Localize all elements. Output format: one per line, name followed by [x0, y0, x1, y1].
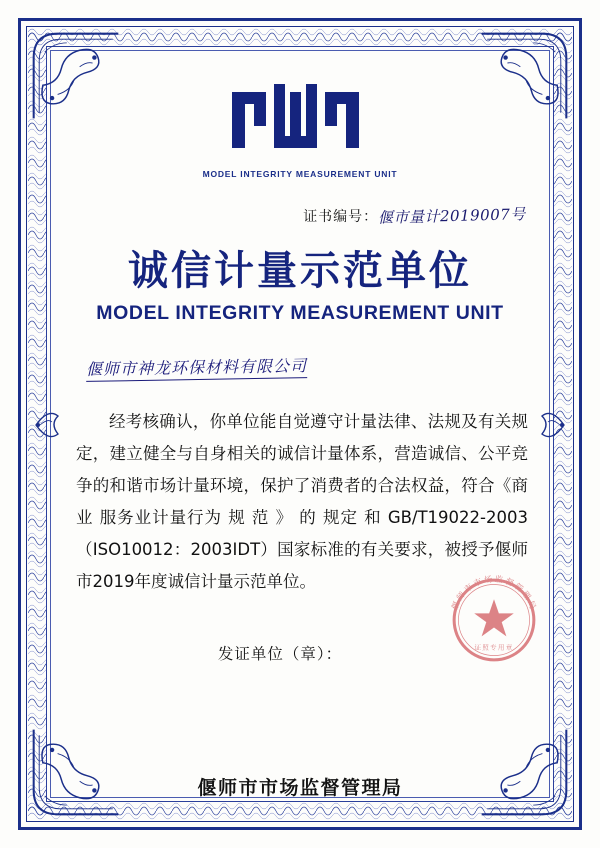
certificate-number-label: 证书编号： — [303, 209, 379, 225]
certificate-content — [60, 56, 540, 792]
issuer-label: 发证单位（章）： — [217, 645, 343, 663]
recipient-name: 偃师市神龙环保材料有限公司 — [86, 353, 307, 382]
certificate-number-value: 偃市量计2019007号 — [377, 205, 527, 227]
page-title-cn: 诚信计量示范单位 — [128, 248, 472, 294]
miu-monogram-logo-icon — [224, 78, 376, 158]
logo-subtitle: MODEL INTEGRITY MEASUREMENT UNIT — [202, 169, 398, 179]
svg-text:证照专用章: 证照专用章 — [474, 643, 514, 652]
body-paragraph: 经考核确认，你单位能自觉遵守计量法律、法规及有关规定，建立健全与自身相关的诚信计量体系，营造诚信、公平竞争的和谐市场计量环境，保护了消费者的合法权益，符合《商业 服务业计量行为 规 范 》 的 规定 和 GB/T19022-2003（ISO10012：2003IDT）国家标准的有关要求，被授予偃师市2019年度诚信计量示范单位。 — [76, 412, 528, 591]
side-ornament-icon — [32, 390, 62, 460]
page-title-en: MODEL INTEGRITY MEASUREMENT UNIT — [96, 302, 504, 324]
certificate-number — [60, 205, 540, 227]
issuing-authority: 偃师市市场监督管理局 — [197, 777, 403, 799]
side-ornament-icon — [538, 390, 568, 460]
body-text — [76, 406, 528, 598]
logo-block — [60, 56, 540, 179]
svg-text:偃师市市场监督管理局: 偃师市市场监督管理局 — [449, 573, 539, 613]
